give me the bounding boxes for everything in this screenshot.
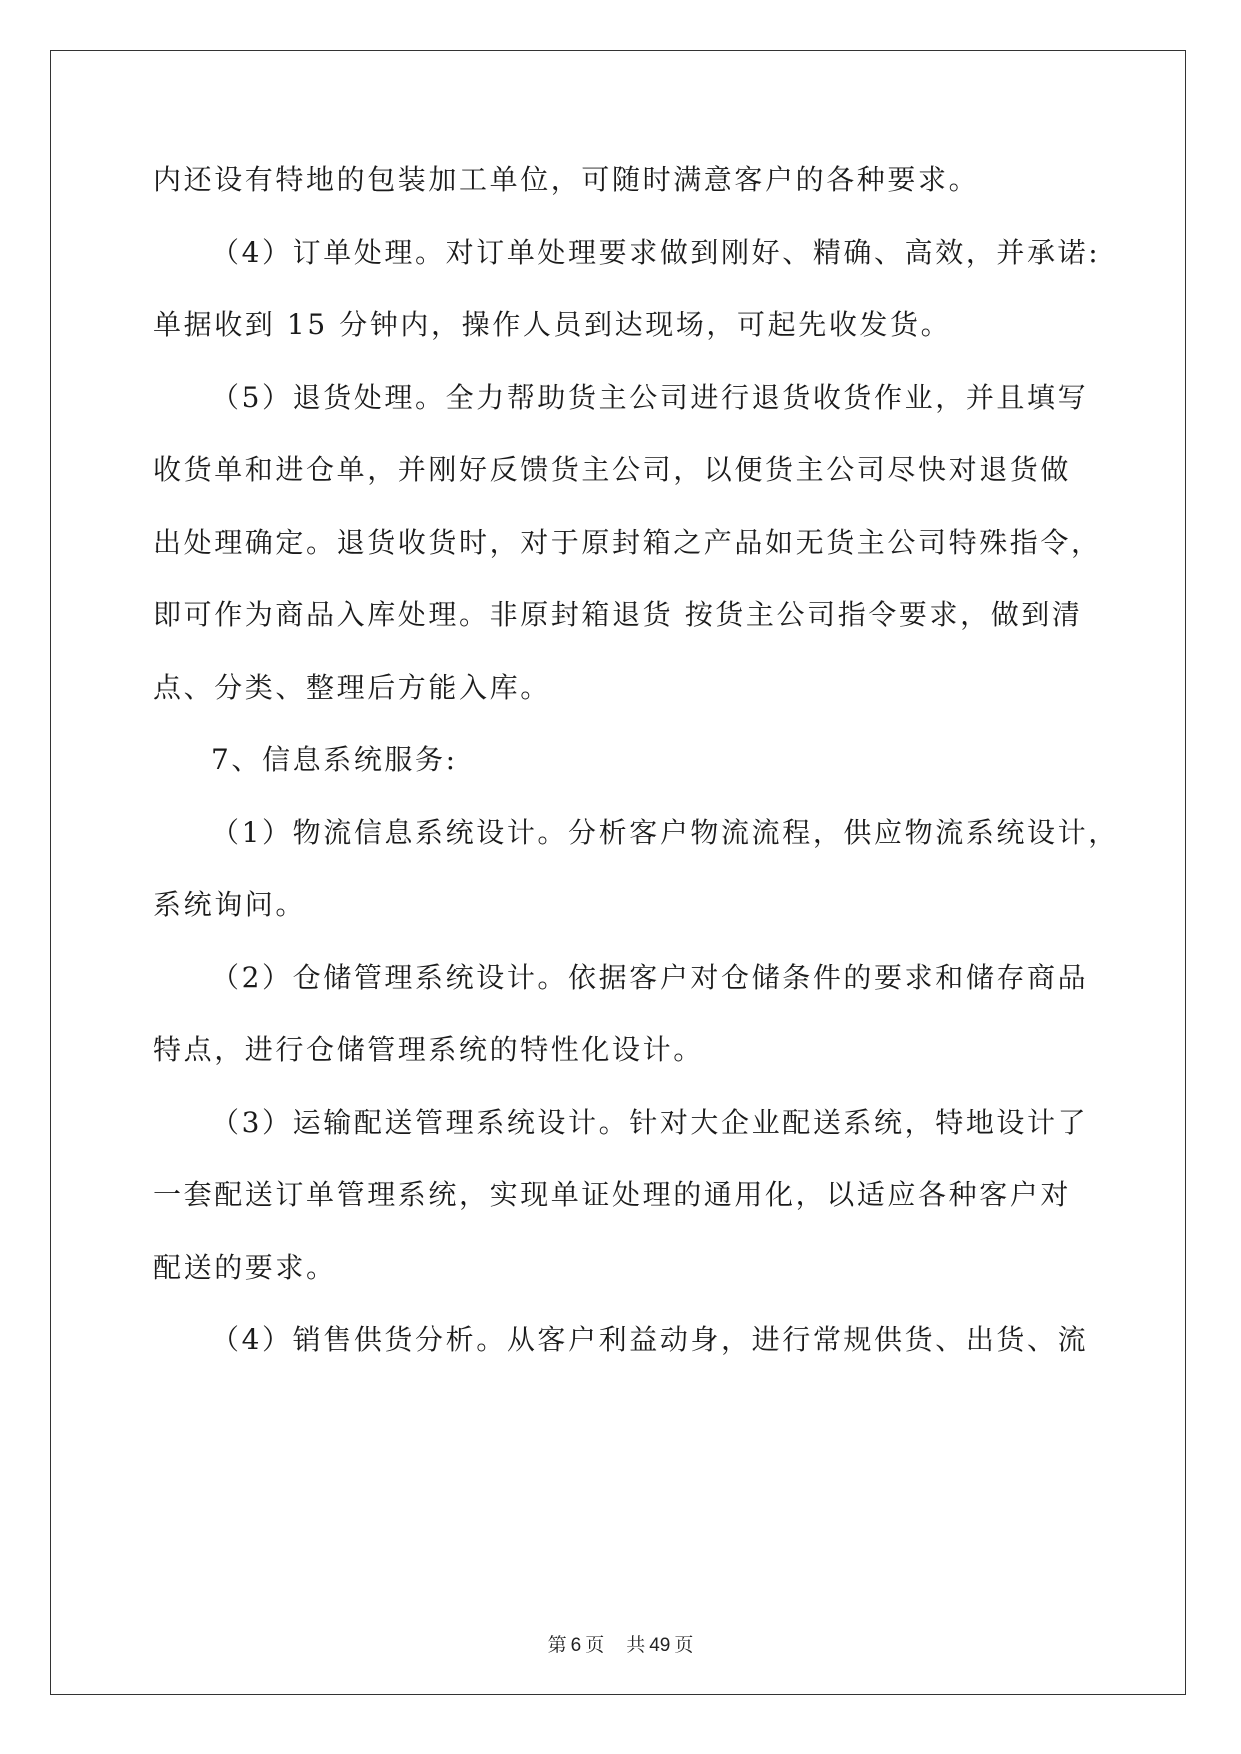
text-line: 系统询问。: [153, 888, 307, 921]
page-prefix: 第: [547, 1634, 567, 1656]
text-line: 配送的要求。: [153, 1251, 337, 1284]
page-number: 6: [570, 1635, 582, 1656]
text-line: 收货单和进仓单，并刚好反馈货主公司，以便货主公司尽快对退货做: [153, 453, 1072, 486]
paragraph-line: （4）销售供货分析。从客户利益动身，进行常规供货、出货、流: [211, 1323, 1089, 1356]
text-line: 即可作为商品入库处理。非原封箱退货 按货主公司指令要求，做到清: [153, 598, 1083, 631]
section-heading: 7、信息系统服务:: [211, 743, 458, 776]
paragraph-line: （2）仓储管理系统设计。依据客户对仓储条件的要求和储存商品: [211, 961, 1089, 994]
paragraph-line: （1）物流信息系统设计。分析客户物流流程，供应物流系统设计，: [211, 816, 1119, 849]
total-pages: 49: [649, 1635, 671, 1656]
text-line: 出处理确定。退货收货时，对于原封箱之产品如无货主公司特殊指令，: [153, 526, 1102, 559]
paragraph-line: （5）退货处理。全力帮助货主公司进行退货收货作业，并且填写: [211, 381, 1089, 414]
text-line: 一套配送订单管理系统，实现单证处理的通用化，以适应各种客户对: [153, 1178, 1072, 1211]
text-line: 内还设有特地的包装加工单位，可随时满意客户的各种要求。: [153, 163, 980, 196]
paragraph-line: （3）运输配送管理系统设计。针对大企业配送系统，特地设计了: [211, 1106, 1089, 1139]
text-line: 特点，进行仓储管理系统的特性化设计。: [153, 1033, 704, 1066]
page-suffix: 页: [585, 1634, 605, 1656]
text-line: 单据收到 15 分钟内，操作人员到达现场，可起先收发货。: [153, 308, 952, 341]
text-line: 点、分类、整理后方能入库。: [153, 671, 551, 704]
page-footer: [0, 1633, 1241, 1658]
page-border: [50, 50, 1186, 1695]
total-prefix: 共: [626, 1634, 646, 1656]
total-suffix: 页: [674, 1634, 694, 1656]
paragraph-line: （4）订单处理。对订单处理要求做到刚好、精确、高效，并承诺:: [211, 236, 1101, 269]
